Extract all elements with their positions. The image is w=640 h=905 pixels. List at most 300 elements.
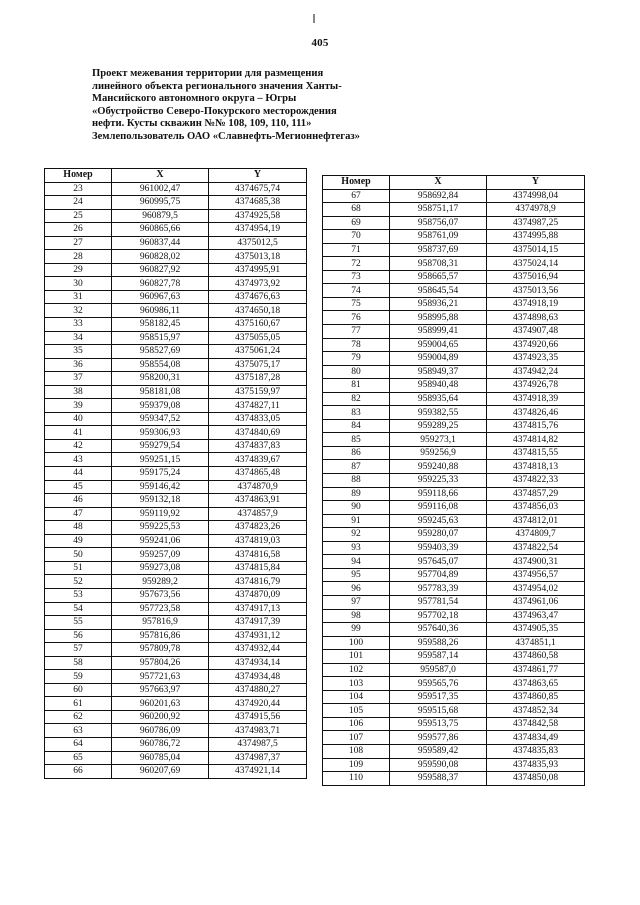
header-x: X bbox=[112, 169, 209, 183]
cell-y: 4374918,19 bbox=[487, 297, 585, 311]
table-row bbox=[45, 670, 307, 684]
cell-x: 958737,69 bbox=[390, 243, 487, 257]
table-row bbox=[45, 304, 307, 318]
cell-number: 75 bbox=[323, 297, 390, 311]
cell-x: 959515,68 bbox=[390, 704, 487, 718]
cell-y: 4374973,92 bbox=[209, 277, 307, 291]
cell-number: 96 bbox=[323, 582, 390, 596]
cell-y: 4374963,47 bbox=[487, 609, 585, 623]
cell-y: 4374961,06 bbox=[487, 595, 585, 609]
cell-x: 958949,37 bbox=[390, 365, 487, 379]
table-row bbox=[45, 737, 307, 751]
table-row bbox=[45, 426, 307, 440]
cell-x: 959289,2 bbox=[112, 575, 209, 589]
cell-number: 35 bbox=[45, 345, 112, 359]
cell-x: 959347,52 bbox=[112, 412, 209, 426]
cell-y: 4375014,15 bbox=[487, 243, 585, 257]
cell-y: 4374915,56 bbox=[209, 710, 307, 724]
cell-number: 99 bbox=[323, 623, 390, 637]
table-row bbox=[323, 487, 585, 501]
cell-y: 4374995,91 bbox=[209, 263, 307, 277]
table-row bbox=[45, 629, 307, 643]
header-number: Номер bbox=[45, 169, 112, 183]
cell-x: 960786,72 bbox=[112, 737, 209, 751]
cell-number: 103 bbox=[323, 677, 390, 691]
cell-number: 60 bbox=[45, 683, 112, 697]
cell-y: 4374827,11 bbox=[209, 399, 307, 413]
cell-x: 959577,86 bbox=[390, 731, 487, 745]
cell-x: 958200,31 bbox=[112, 372, 209, 386]
cell-x: 959587,14 bbox=[390, 650, 487, 664]
cell-y: 4374934,48 bbox=[209, 670, 307, 684]
cell-x: 959306,93 bbox=[112, 426, 209, 440]
cell-x: 958515,97 bbox=[112, 331, 209, 345]
table-row bbox=[323, 541, 585, 555]
cell-y: 4374815,84 bbox=[209, 561, 307, 575]
coordinates-table-right bbox=[322, 175, 585, 786]
cell-number: 31 bbox=[45, 290, 112, 304]
cell-x: 957704,89 bbox=[390, 568, 487, 582]
cell-x: 959175,24 bbox=[112, 467, 209, 481]
cell-number: 72 bbox=[323, 257, 390, 271]
table-row bbox=[323, 501, 585, 515]
cell-number: 25 bbox=[45, 209, 112, 223]
table-row bbox=[323, 609, 585, 623]
cell-y: 4374860,85 bbox=[487, 690, 585, 704]
cell-x: 957645,07 bbox=[390, 555, 487, 569]
cell-y: 4375061,24 bbox=[209, 345, 307, 359]
cell-number: 30 bbox=[45, 277, 112, 291]
cell-y: 4375055,05 bbox=[209, 331, 307, 345]
table-row bbox=[323, 189, 585, 203]
cell-number: 78 bbox=[323, 338, 390, 352]
cell-number: 23 bbox=[45, 182, 112, 196]
table-row bbox=[323, 406, 585, 420]
cell-number: 91 bbox=[323, 514, 390, 528]
table-row bbox=[45, 318, 307, 332]
scan-artifact bbox=[313, 14, 315, 23]
coordinates-table-left bbox=[44, 168, 307, 779]
cell-x: 958756,07 bbox=[390, 216, 487, 230]
cell-number: 83 bbox=[323, 406, 390, 420]
cell-number: 52 bbox=[45, 575, 112, 589]
table-row bbox=[323, 474, 585, 488]
cell-y: 4374898,63 bbox=[487, 311, 585, 325]
cell-number: 48 bbox=[45, 521, 112, 535]
cell-y: 4374842,58 bbox=[487, 717, 585, 731]
cell-y: 4374863,65 bbox=[487, 677, 585, 691]
cell-x: 958665,57 bbox=[390, 270, 487, 284]
table-row bbox=[323, 623, 585, 637]
cell-x: 958751,17 bbox=[390, 203, 487, 217]
table-row bbox=[323, 230, 585, 244]
cell-x: 957673,56 bbox=[112, 588, 209, 602]
table-row bbox=[323, 650, 585, 664]
cell-y: 4374870,9 bbox=[209, 480, 307, 494]
table-header-row bbox=[45, 169, 307, 183]
cell-number: 65 bbox=[45, 751, 112, 765]
cell-x: 961002,47 bbox=[112, 182, 209, 196]
cell-number: 95 bbox=[323, 568, 390, 582]
cell-x: 958181,08 bbox=[112, 385, 209, 399]
cell-x: 957702,18 bbox=[390, 609, 487, 623]
cell-number: 37 bbox=[45, 372, 112, 386]
cell-number: 68 bbox=[323, 203, 390, 217]
cell-x: 959146,42 bbox=[112, 480, 209, 494]
table-row bbox=[45, 345, 307, 359]
cell-x: 958182,45 bbox=[112, 318, 209, 332]
cell-x: 959382,55 bbox=[390, 406, 487, 420]
table-row bbox=[323, 365, 585, 379]
cell-number: 45 bbox=[45, 480, 112, 494]
cell-number: 76 bbox=[323, 311, 390, 325]
table-row bbox=[323, 568, 585, 582]
table-row bbox=[45, 616, 307, 630]
cell-y: 4374870,09 bbox=[209, 588, 307, 602]
title-line: Проект межевания территории для размещения bbox=[92, 68, 324, 79]
cell-x: 959118,66 bbox=[390, 487, 487, 501]
cell-x: 957723,58 bbox=[112, 602, 209, 616]
table-row bbox=[45, 548, 307, 562]
cell-number: 26 bbox=[45, 223, 112, 237]
cell-y: 4374860,58 bbox=[487, 650, 585, 664]
cell-y: 4374816,58 bbox=[209, 548, 307, 562]
cell-x: 959279,54 bbox=[112, 439, 209, 453]
table-row bbox=[45, 507, 307, 521]
cell-number: 107 bbox=[323, 731, 390, 745]
cell-y: 4374925,58 bbox=[209, 209, 307, 223]
cell-x: 959588,26 bbox=[390, 636, 487, 650]
table-row bbox=[323, 243, 585, 257]
table-row bbox=[323, 744, 585, 758]
cell-number: 90 bbox=[323, 501, 390, 515]
cell-y: 4374917,13 bbox=[209, 602, 307, 616]
cell-y: 4374814,82 bbox=[487, 433, 585, 447]
cell-number: 98 bbox=[323, 609, 390, 623]
table-row bbox=[323, 514, 585, 528]
table-row bbox=[45, 710, 307, 724]
cell-number: 104 bbox=[323, 690, 390, 704]
cell-number: 34 bbox=[45, 331, 112, 345]
title-line: Землепользователь ОАО «Славнефть-Мегионнефтегаз» bbox=[92, 130, 360, 142]
cell-number: 79 bbox=[323, 352, 390, 366]
cell-number: 46 bbox=[45, 494, 112, 508]
cell-number: 74 bbox=[323, 284, 390, 298]
table-row bbox=[45, 439, 307, 453]
cell-x: 958645,54 bbox=[390, 284, 487, 298]
table-row bbox=[45, 412, 307, 426]
table-row bbox=[45, 724, 307, 738]
table-row bbox=[45, 602, 307, 616]
cell-y: 4374918,39 bbox=[487, 392, 585, 406]
cell-y: 4374851,1 bbox=[487, 636, 585, 650]
cell-y: 4375013,56 bbox=[487, 284, 585, 298]
cell-number: 58 bbox=[45, 656, 112, 670]
header-y: Y bbox=[209, 169, 307, 183]
cell-x: 959004,65 bbox=[390, 338, 487, 352]
table-row bbox=[45, 209, 307, 223]
table-row bbox=[323, 284, 585, 298]
cell-number: 97 bbox=[323, 595, 390, 609]
cell-y: 4375160,67 bbox=[209, 318, 307, 332]
cell-number: 110 bbox=[323, 772, 390, 786]
header-x: X bbox=[390, 176, 487, 190]
cell-x: 959587,0 bbox=[390, 663, 487, 677]
cell-x: 957804,26 bbox=[112, 656, 209, 670]
table-row bbox=[45, 521, 307, 535]
cell-number: 108 bbox=[323, 744, 390, 758]
table-row bbox=[45, 697, 307, 711]
cell-number: 66 bbox=[45, 765, 112, 779]
cell-y: 4374676,63 bbox=[209, 290, 307, 304]
cell-number: 59 bbox=[45, 670, 112, 684]
cell-x: 960201,63 bbox=[112, 697, 209, 711]
cell-y: 4374835,83 bbox=[487, 744, 585, 758]
cell-y: 4374995,88 bbox=[487, 230, 585, 244]
cell-x: 957816,9 bbox=[112, 616, 209, 630]
cell-x: 959280,07 bbox=[390, 528, 487, 542]
cell-number: 33 bbox=[45, 318, 112, 332]
cell-number: 86 bbox=[323, 446, 390, 460]
cell-y: 4374852,34 bbox=[487, 704, 585, 718]
cell-y: 4374675,74 bbox=[209, 182, 307, 196]
cell-number: 64 bbox=[45, 737, 112, 751]
cell-y: 4374931,12 bbox=[209, 629, 307, 643]
cell-number: 62 bbox=[45, 710, 112, 724]
cell-x: 960827,92 bbox=[112, 263, 209, 277]
cell-number: 88 bbox=[323, 474, 390, 488]
cell-number: 53 bbox=[45, 588, 112, 602]
cell-number: 80 bbox=[323, 365, 390, 379]
cell-y: 4374942,24 bbox=[487, 365, 585, 379]
cell-number: 69 bbox=[323, 216, 390, 230]
table-row bbox=[323, 460, 585, 474]
cell-y: 4374822,54 bbox=[487, 541, 585, 555]
cell-number: 94 bbox=[323, 555, 390, 569]
cell-x: 959257,09 bbox=[112, 548, 209, 562]
cell-y: 4375187,28 bbox=[209, 372, 307, 386]
cell-y: 4375016,94 bbox=[487, 270, 585, 284]
cell-x: 960986,11 bbox=[112, 304, 209, 318]
cell-y: 4374865,48 bbox=[209, 467, 307, 481]
cell-y: 4374826,46 bbox=[487, 406, 585, 420]
cell-x: 959240,88 bbox=[390, 460, 487, 474]
table-row bbox=[323, 758, 585, 772]
cell-x: 957663,97 bbox=[112, 683, 209, 697]
table-row bbox=[323, 419, 585, 433]
cell-number: 39 bbox=[45, 399, 112, 413]
table-row bbox=[323, 446, 585, 460]
cell-y: 4374920,44 bbox=[209, 697, 307, 711]
cell-y: 4374900,31 bbox=[487, 555, 585, 569]
cell-x: 959273,08 bbox=[112, 561, 209, 575]
cell-y: 4375024,14 bbox=[487, 257, 585, 271]
cell-x: 959245,63 bbox=[390, 514, 487, 528]
cell-y: 4375013,18 bbox=[209, 250, 307, 264]
table-header-row bbox=[323, 176, 585, 190]
cell-x: 959004,89 bbox=[390, 352, 487, 366]
table-row bbox=[323, 731, 585, 745]
cell-y: 4375075,17 bbox=[209, 358, 307, 372]
cell-number: 100 bbox=[323, 636, 390, 650]
cell-x: 959225,53 bbox=[112, 521, 209, 535]
document-title bbox=[92, 68, 392, 143]
cell-number: 73 bbox=[323, 270, 390, 284]
cell-number: 82 bbox=[323, 392, 390, 406]
cell-number: 87 bbox=[323, 460, 390, 474]
table-row bbox=[45, 399, 307, 413]
cell-x: 957781,54 bbox=[390, 595, 487, 609]
table-row bbox=[323, 392, 585, 406]
cell-number: 44 bbox=[45, 467, 112, 481]
header-y: Y bbox=[487, 176, 585, 190]
cell-number: 28 bbox=[45, 250, 112, 264]
cell-y: 4374998,04 bbox=[487, 189, 585, 203]
cell-number: 40 bbox=[45, 412, 112, 426]
table-row bbox=[45, 751, 307, 765]
cell-y: 4374921,14 bbox=[209, 765, 307, 779]
cell-number: 63 bbox=[45, 724, 112, 738]
table-row bbox=[45, 683, 307, 697]
cell-y: 4374812,01 bbox=[487, 514, 585, 528]
cell-y: 4374819,03 bbox=[209, 534, 307, 548]
cell-x: 959588,37 bbox=[390, 772, 487, 786]
cell-x: 958554,08 bbox=[112, 358, 209, 372]
table-row bbox=[45, 643, 307, 657]
cell-x: 959590,08 bbox=[390, 758, 487, 772]
cell-y: 4374823,26 bbox=[209, 521, 307, 535]
cell-y: 4374917,39 bbox=[209, 616, 307, 630]
cell-y: 4374840,69 bbox=[209, 426, 307, 440]
cell-number: 47 bbox=[45, 507, 112, 521]
cell-x: 959513,75 bbox=[390, 717, 487, 731]
page-number: 405 bbox=[311, 37, 329, 49]
cell-number: 85 bbox=[323, 433, 390, 447]
table-row bbox=[45, 331, 307, 345]
cell-x: 959116,08 bbox=[390, 501, 487, 515]
cell-number: 56 bbox=[45, 629, 112, 643]
cell-y: 4374987,37 bbox=[209, 751, 307, 765]
cell-number: 106 bbox=[323, 717, 390, 731]
table-row bbox=[45, 467, 307, 481]
cell-x: 959589,42 bbox=[390, 744, 487, 758]
cell-y: 4374907,48 bbox=[487, 325, 585, 339]
cell-y: 4374685,38 bbox=[209, 196, 307, 210]
cell-x: 960786,09 bbox=[112, 724, 209, 738]
cell-y: 4374857,29 bbox=[487, 487, 585, 501]
table-row bbox=[45, 575, 307, 589]
cell-number: 24 bbox=[45, 196, 112, 210]
cell-number: 71 bbox=[323, 243, 390, 257]
cell-x: 960967,63 bbox=[112, 290, 209, 304]
cell-x: 957783,39 bbox=[390, 582, 487, 596]
cell-number: 36 bbox=[45, 358, 112, 372]
table-row bbox=[323, 690, 585, 704]
table-row bbox=[45, 588, 307, 602]
cell-x: 959379,08 bbox=[112, 399, 209, 413]
cell-y: 4375159,97 bbox=[209, 385, 307, 399]
table-row bbox=[323, 257, 585, 271]
cell-y: 4374863,91 bbox=[209, 494, 307, 508]
cell-number: 29 bbox=[45, 263, 112, 277]
cell-y: 4374987,5 bbox=[209, 737, 307, 751]
table-row bbox=[45, 223, 307, 237]
title-line: линейного объекта регионального значения Ханты- bbox=[92, 80, 342, 92]
table-row bbox=[323, 270, 585, 284]
table-row bbox=[45, 372, 307, 386]
cell-x: 960879,5 bbox=[112, 209, 209, 223]
cell-y: 4374815,76 bbox=[487, 419, 585, 433]
cell-y: 4374816,79 bbox=[209, 575, 307, 589]
cell-x: 959225,33 bbox=[390, 474, 487, 488]
cell-number: 27 bbox=[45, 236, 112, 250]
cell-number: 102 bbox=[323, 663, 390, 677]
cell-number: 77 bbox=[323, 325, 390, 339]
cell-number: 93 bbox=[323, 541, 390, 555]
cell-y: 4374920,66 bbox=[487, 338, 585, 352]
table-row bbox=[323, 352, 585, 366]
cell-y: 4374905,35 bbox=[487, 623, 585, 637]
cell-number: 42 bbox=[45, 439, 112, 453]
cell-y: 4374839,67 bbox=[209, 453, 307, 467]
cell-y: 4374983,71 bbox=[209, 724, 307, 738]
table-row bbox=[45, 290, 307, 304]
table-row bbox=[45, 385, 307, 399]
cell-number: 105 bbox=[323, 704, 390, 718]
cell-y: 4374815,55 bbox=[487, 446, 585, 460]
cell-y: 4374954,02 bbox=[487, 582, 585, 596]
cell-y: 4374926,78 bbox=[487, 379, 585, 393]
cell-number: 67 bbox=[323, 189, 390, 203]
cell-y: 4374856,03 bbox=[487, 501, 585, 515]
cell-number: 50 bbox=[45, 548, 112, 562]
cell-x: 960995,75 bbox=[112, 196, 209, 210]
cell-x: 958995,88 bbox=[390, 311, 487, 325]
cell-y: 4374834,49 bbox=[487, 731, 585, 745]
cell-y: 4374822,33 bbox=[487, 474, 585, 488]
table-row bbox=[45, 561, 307, 575]
table-row bbox=[323, 595, 585, 609]
table-row bbox=[45, 534, 307, 548]
cell-x: 959132,18 bbox=[112, 494, 209, 508]
cell-x: 960827,78 bbox=[112, 277, 209, 291]
cell-number: 92 bbox=[323, 528, 390, 542]
title-line: Мансийского автономного округа – Югры bbox=[92, 93, 297, 104]
table-row bbox=[45, 656, 307, 670]
table-row bbox=[45, 765, 307, 779]
table-row bbox=[323, 433, 585, 447]
cell-number: 89 bbox=[323, 487, 390, 501]
cell-y: 4374818,13 bbox=[487, 460, 585, 474]
cell-y: 4374857,9 bbox=[209, 507, 307, 521]
table-row bbox=[323, 528, 585, 542]
cell-number: 51 bbox=[45, 561, 112, 575]
cell-number: 101 bbox=[323, 650, 390, 664]
cell-number: 32 bbox=[45, 304, 112, 318]
cell-y: 4374978,9 bbox=[487, 203, 585, 217]
title-line: нефти. Кусты скважин №№ 108, 109, 110, 111» bbox=[92, 118, 312, 129]
table-row bbox=[45, 250, 307, 264]
table-row bbox=[45, 263, 307, 277]
table-body-left bbox=[45, 182, 307, 778]
table-row bbox=[323, 297, 585, 311]
cell-x: 959517,35 bbox=[390, 690, 487, 704]
table-row bbox=[45, 182, 307, 196]
cell-y: 4374850,08 bbox=[487, 772, 585, 786]
cell-y: 4374835,93 bbox=[487, 758, 585, 772]
cell-x: 959251,15 bbox=[112, 453, 209, 467]
cell-x: 958940,48 bbox=[390, 379, 487, 393]
